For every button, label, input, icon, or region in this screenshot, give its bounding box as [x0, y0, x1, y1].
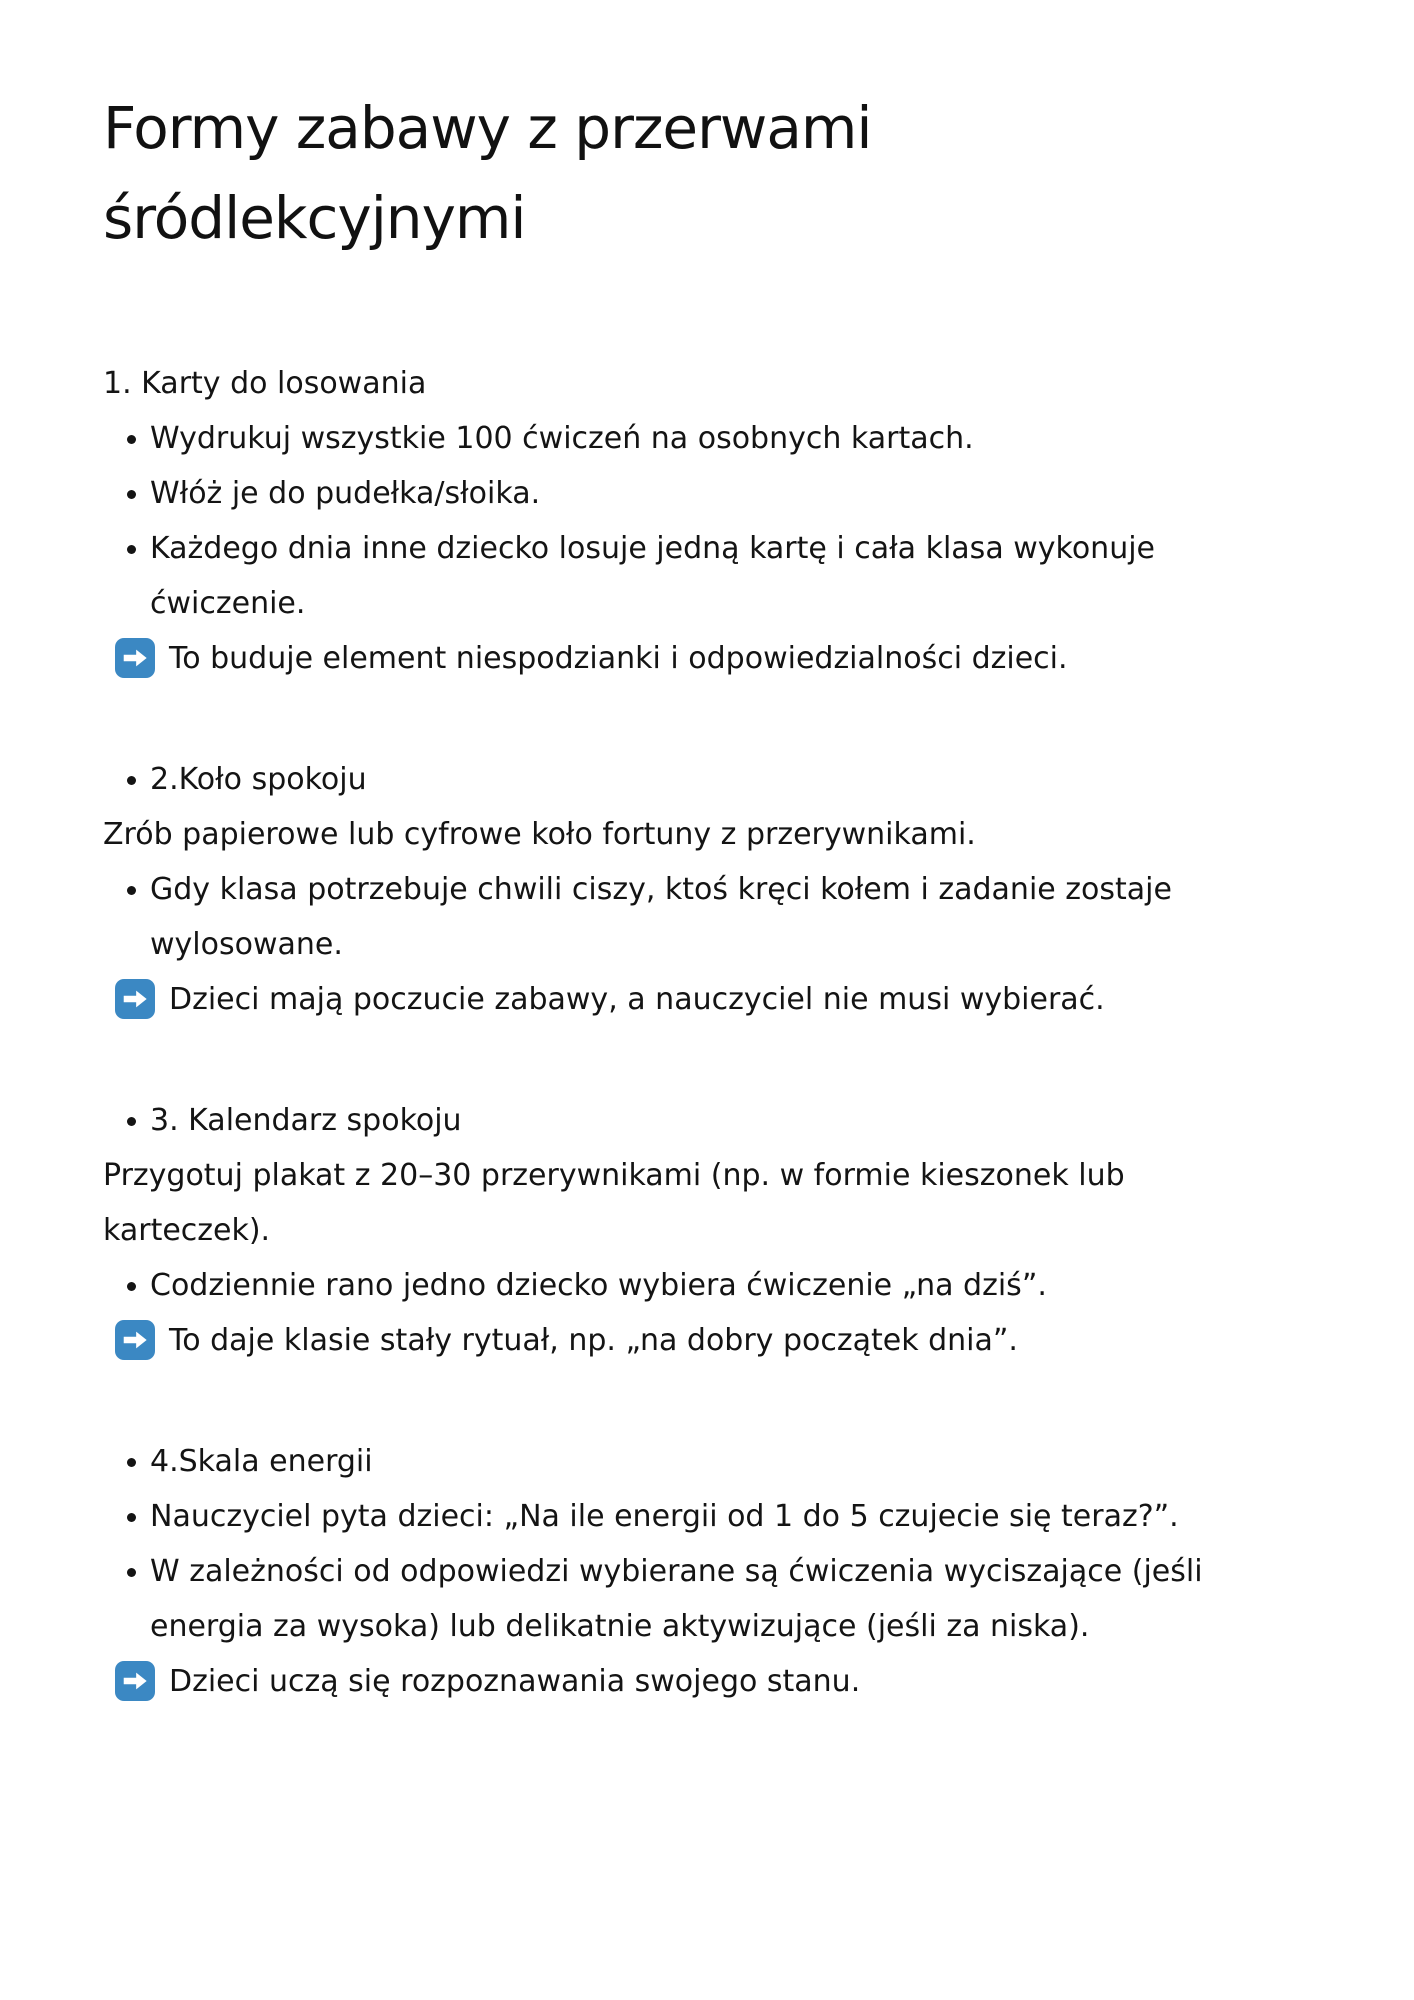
- arrow-callout-text: To buduje element niespodzianki i odpowiedzialności dzieci.: [169, 640, 1068, 676]
- bullet-item-text: Każdego dnia inne dziecko losuje jedną kartę i cała klasa wykonuje ćwiczenie.: [150, 530, 1155, 621]
- bullet-item-text: Wydrukuj wszystkie 100 ćwiczeń na osobnych kartach.: [150, 420, 974, 456]
- paragraph: [103, 1148, 1293, 1258]
- bullet-icon: [127, 435, 136, 444]
- right-arrow-icon: [115, 1661, 155, 1701]
- right-arrow-icon: [115, 979, 155, 1019]
- bullet-icon: [127, 1282, 136, 1291]
- section-4: [103, 1434, 1314, 1709]
- paragraph-text: Przygotuj plakat z 20–30 przerywnikami (np. w formie kieszonek lub karteczek).: [103, 1157, 1125, 1248]
- paragraph: [103, 807, 1293, 862]
- arrow-callout: [103, 1313, 1305, 1368]
- arrow-callout: [103, 631, 1305, 686]
- bullet-icon: [127, 886, 136, 895]
- bullet-list-item: [103, 752, 1291, 807]
- section-3: [103, 1093, 1314, 1368]
- bullet-icon: [127, 1568, 136, 1577]
- paragraph: [103, 356, 1293, 411]
- arrow-callout-text: To daje klasie stały rytuał, np. „na dobry początek dnia”.: [169, 1322, 1018, 1358]
- bullet-item-text: Gdy klasa potrzebuje chwili ciszy, ktoś kręci kołem i zadanie zostaje wylosowane.: [150, 871, 1172, 962]
- arrow-callout-text: Dzieci mają poczucie zabawy, a nauczyciel nie musi wybierać.: [169, 981, 1105, 1017]
- bullet-list-item: [103, 411, 1291, 466]
- bullet-list-item: [103, 1093, 1291, 1148]
- arrow-callout: [103, 1654, 1305, 1709]
- section-2: [103, 752, 1314, 1027]
- section-1: [103, 356, 1314, 686]
- bullet-item-text: W zależności od odpowiedzi wybierane są ćwiczenia wyciszające (jeśli energia za wysoka) lub delikatnie aktywizujące (jeśli za niska).: [150, 1553, 1203, 1644]
- bullet-icon: [127, 1117, 136, 1126]
- bullet-item-text: 3. Kalendarz spokoju: [150, 1102, 462, 1138]
- bullet-item-text: 4.Skala energii: [150, 1443, 373, 1479]
- paragraph-text: Zrób papierowe lub cyfrowe koło fortuny z przerywnikami.: [103, 816, 976, 852]
- bullet-list-item: [103, 1544, 1291, 1654]
- document-content: [103, 356, 1314, 1709]
- arrow-callout-text: Dzieci uczą się rozpoznawania swojego stanu.: [169, 1663, 861, 1699]
- right-arrow-icon: [115, 1320, 155, 1360]
- arrow-callout: [103, 972, 1305, 1027]
- bullet-icon: [127, 1513, 136, 1522]
- bullet-icon: [127, 776, 136, 785]
- bullet-list-item: [103, 1434, 1291, 1489]
- bullet-list-item: [103, 1489, 1291, 1544]
- bullet-list-item: [103, 862, 1291, 972]
- bullet-list-item: [103, 466, 1291, 521]
- page-title: Formy zabawy z przerwami śródlekcyjnymi: [103, 94, 872, 252]
- bullet-list-item: [103, 1258, 1291, 1313]
- bullet-icon: [127, 545, 136, 554]
- bullet-item-text: Włóż je do pudełka/słoika.: [150, 475, 541, 511]
- bullet-icon: [127, 1458, 136, 1467]
- bullet-icon: [127, 490, 136, 499]
- bullet-item-text: Nauczyciel pyta dzieci: „Na ile energii od 1 do 5 czujecie się teraz?”.: [150, 1498, 1179, 1534]
- bullet-list-item: [103, 521, 1291, 631]
- paragraph-text: 1. Karty do losowania: [103, 365, 427, 401]
- right-arrow-icon: [115, 638, 155, 678]
- bullet-item-text: Codziennie rano jedno dziecko wybiera ćwiczenie „na dziś”.: [150, 1267, 1047, 1303]
- bullet-item-text: 2.Koło spokoju: [150, 761, 367, 797]
